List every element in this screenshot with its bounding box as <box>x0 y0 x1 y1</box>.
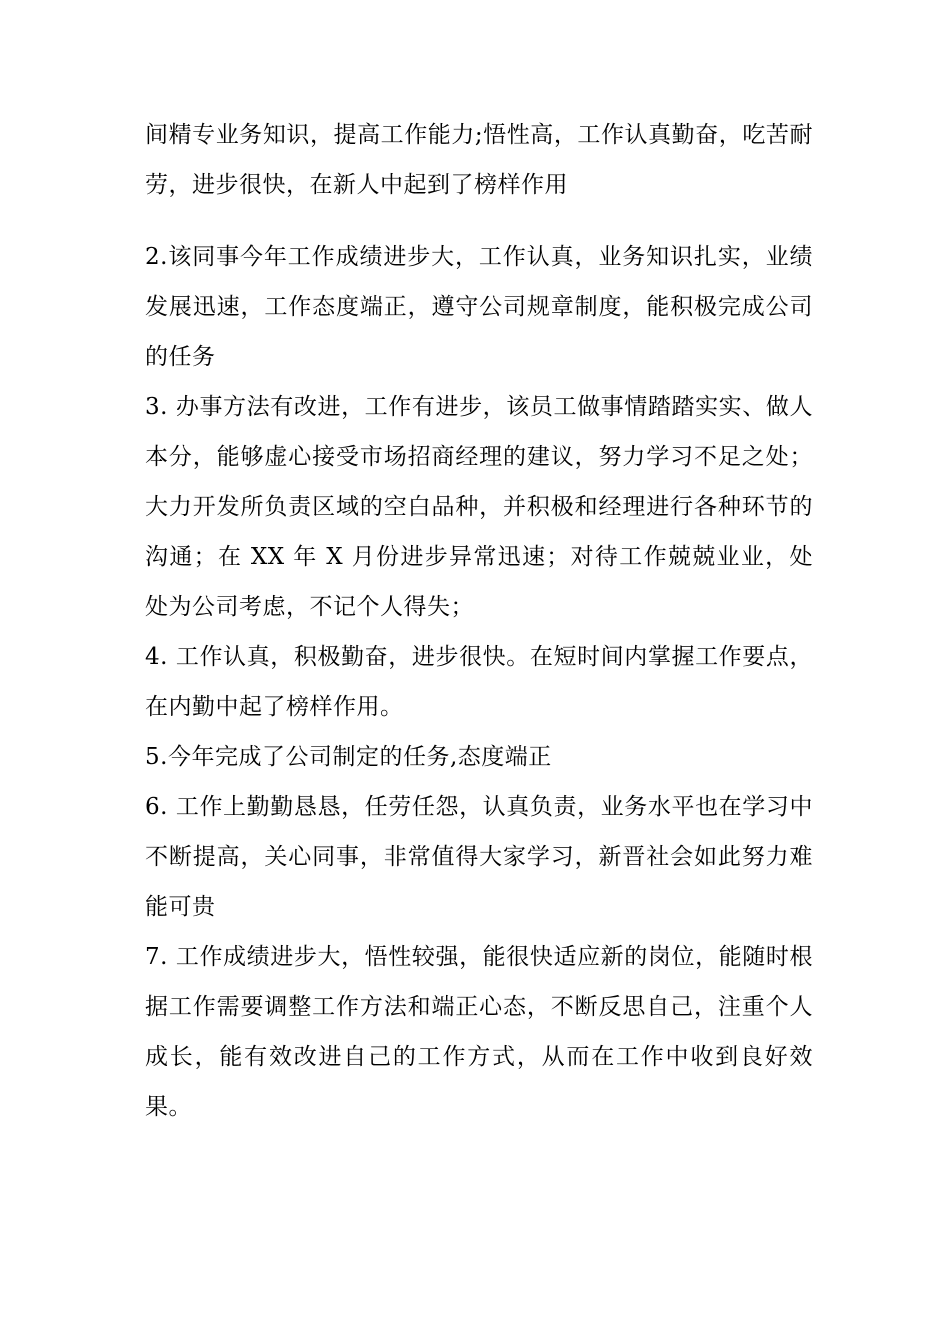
paragraph-item-2: 2.该同事今年工作成绩进步大，工作认真，业务知识扎实，业绩发展迅速，工作态度端正，遵守公司规章制度，能积极完成公司的任务 <box>145 244 813 370</box>
paragraph-item-4: 4. 工作认真，积极勤奋，进步很快。在短时间内掌握工作要点，在内勤中起了榜样作用。 <box>145 644 813 720</box>
document-body <box>145 110 813 1132</box>
paragraph-item-3: 3. 办事方法有改进，工作有进步，该员工做事情踏踏实实、做人本分，能够虚心接受市场招商经理的建议，努力学习不足之处；大力开发所负责区域的空白品种，并积极和经理进行各种环节的沟通；在 XX 年 X 月份进步异常迅速；对待工作兢兢业业，处处为公司考虑，不记个人得失； <box>145 394 813 620</box>
paragraph-item-5: 5.今年完成了公司制定的任务,态度端正 <box>145 744 552 770</box>
paragraph-item-6: 6. 工作上勤勤恳恳，任劳任怨，认真负责，业务水平也在学习中不断提高，关心同事，非常值得大家学习，新晋社会如此努力难能可贵 <box>145 794 813 920</box>
paragraph-item-7: 7. 工作成绩进步大，悟性较强，能很快适应新的岗位，能随时根据工作需要调整工作方法和端正心态，不断反思自己，注重个人成长，能有效改进自己的工作方式，从而在工作中收到良好效果。 <box>145 944 813 1120</box>
paragraph-continuation: 间精专业务知识，提高工作能力;悟性高，工作认真勤奋，吃苦耐劳，进步很快，在新人中起到了榜样作用 <box>145 122 813 198</box>
